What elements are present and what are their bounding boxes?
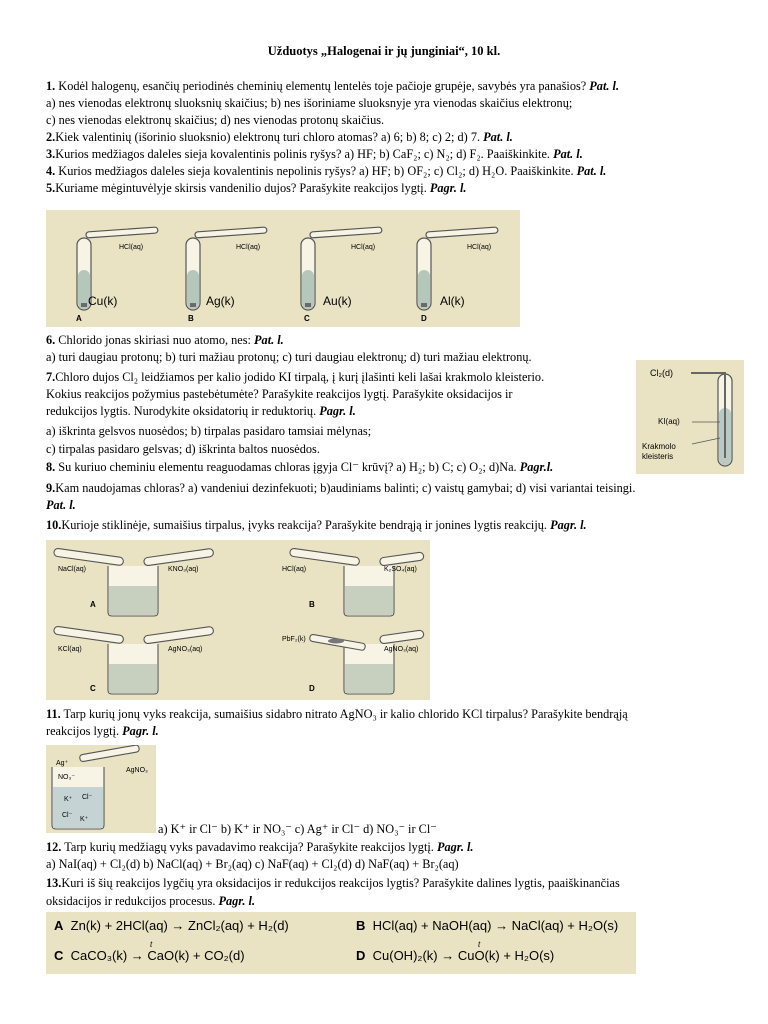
question-2: 2.Kiek valentinių (išorinio sluoksnio) elektronų turi chloro atomas? a) 6; b) 8; c) 2; d) 7. Pat. l. <box>46 130 513 144</box>
question-13-line-1: 13.Kuri iš šių reakcijos lygčių yra oksidacijos ir redukcijos reakcijos lygtis? Parašykite dalines lygtis, paaiškinančias <box>46 876 620 890</box>
question-1: 1. Kodėl halogenų, esančių periodinės cheminių elementų lentelės toje pačioje grupėje, savybės yra panašios? Pat. l. <box>46 79 620 93</box>
beaker-b-letter: B <box>309 600 315 609</box>
ion-no3: NO₃⁻ <box>58 774 76 781</box>
figure-ions-beaker <box>46 745 156 833</box>
beaker-a-right: KNO₃(aq) <box>168 566 199 573</box>
figure-chlorine-ki <box>636 360 744 474</box>
tube-letter-a: A <box>76 314 82 323</box>
equation-b: B HCl(aq) + NaOH(aq) → NaCl(aq) + H₂O(s) <box>356 918 619 933</box>
question-8: 8. Su kuriuo cheminiu elementu reaguodamas chloras įgyja Cl⁻ krūvį? a) H₂; b) C; c) O₂; d)Na. Pagr.l. <box>46 460 554 474</box>
hcl-label-b: HCl(aq) <box>236 244 261 251</box>
question-9-ref: Pat. l. <box>46 498 76 512</box>
agno3-label: AgNO₃ <box>126 767 148 774</box>
ion-cl-1: Cl⁻ <box>82 794 93 801</box>
tube-letter-d: D <box>421 314 427 323</box>
question-7-options-2: c) tirpalas pasidaro gelsvas; d) iškrinta baltos nuosėdos. <box>46 442 320 456</box>
ki-solution-label: KI(aq) <box>658 417 680 426</box>
equation-d: D Cu(OH)₂(k) → CuO(k) + H₂O(s) <box>356 948 555 963</box>
question-7-options-1: a) iškrinta gelsvos nuosėdos; b) tirpalas pasidaro tamsiai mėlynas; <box>46 424 372 438</box>
heat-mark-d: t <box>478 940 481 949</box>
hcl-label-a: HCl(aq) <box>119 244 144 251</box>
beaker-b-left: HCl(aq) <box>282 566 307 573</box>
metal-label-c: Au(k) <box>323 294 352 308</box>
beaker-c-right: AgNO₃(aq) <box>168 646 203 653</box>
metal-label-a: Cu(k) <box>88 294 118 308</box>
question-11-line-2: reakcijos lygtį. Pagr. l. <box>46 724 159 738</box>
question-3: 3.Kurios medžiagos daleles sieja kovalentinis polinis ryšys? a) HF; b) CaF₂; c) N₂; d) F₂. Paaiškinkite. Pat. l. <box>46 147 583 161</box>
cl2-gas-label: Cl₂(d) <box>650 368 673 378</box>
question-12: 12. Tarp kurių medžiagų vyks pavadavimo reakcija? Parašykite reakcijos lygtį. Pagr. l. <box>46 840 474 854</box>
ion-ag: Ag⁺ <box>56 760 69 767</box>
question-7-line-3: redukcijos lygtis. Nurodykite oksidatorių ir reduktorių. Pagr. l. <box>46 404 356 418</box>
figure-equations <box>46 912 636 974</box>
metal-label-d: Al(k) <box>440 294 465 308</box>
question-12-options: a) NaI(aq) + Cl₂(d) b) NaCl(aq) + Br₂(aq) c) NaF(aq) + Cl₂(d) d) NaF(aq) + Br₂(aq) <box>46 857 459 871</box>
equation-c: C CaCO₃(k) → CaO(k) + CO₂(d) <box>54 948 245 963</box>
ion-k-1: K⁺ <box>64 796 73 803</box>
tube-letter-b: B <box>188 314 194 323</box>
metal-label-b: Ag(k) <box>206 294 235 308</box>
beaker-d-left: PbF₂(k) <box>282 636 306 643</box>
figure-beakers <box>46 540 430 700</box>
question-4: 4. Kurios medžiagos daleles sieja kovalentinis nepolinis ryšys? a) HF; b) OF₂; c) Cl₂; d) H₂O. Paaiškinkite. Pat. l. <box>46 164 607 178</box>
starch-label-1: Krakmolo <box>642 442 676 451</box>
beaker-c-letter: C <box>90 684 96 693</box>
question-11-options: a) K⁺ ir Cl⁻ b) K⁺ ir NO₃⁻ c) Ag⁺ ir Cl⁻ d) NO₃⁻ ir Cl⁻ <box>158 822 437 836</box>
ion-cl-2: Cl⁻ <box>62 812 73 819</box>
page-title: Užduotys „Halogenai ir jų junginiai“, 10 kl. <box>267 44 501 58</box>
hcl-label-c: HCl(aq) <box>351 244 376 251</box>
question-7-line-1: 7.Chloro dujos Cl₂ leidžiamos per kalio jodido KI tirpalą, į kurį įlašinti keli lašai krakmolo kleisterio. <box>46 370 545 384</box>
question-10: 10.Kurioje stiklinėje, sumaišius tirpalus, įvyks reakcija? Parašykite bendrąją ir jonines lygtis reakcijų. Pagr. l. <box>46 518 587 532</box>
equation-a: A Zn(k) + 2HCl(aq) → ZnCl₂(aq) + H₂(d) <box>54 918 289 933</box>
question-1-options-2: c) nes vienodas elektronų skaičius; d) nes vienodas protonų skaičius. <box>46 113 385 127</box>
beaker-d-right: AgNO₃(aq) <box>384 646 419 653</box>
beaker-a-letter: A <box>90 600 96 609</box>
tube-letter-c: C <box>304 314 310 323</box>
question-6: 6. Chlorido jonas skiriasi nuo atomo, nes: Pat. l. <box>46 333 284 347</box>
question-6-options: a) turi daugiau protonų; b) turi mažiau protonų; c) turi daugiau elektronų; d) turi mažiau elektronų. <box>46 350 532 364</box>
heat-mark-c: t <box>150 940 153 949</box>
question-1-options-1: a) nes vienodas elektronų sluoksnių skaičius; b) nes išoriniame sluoksnyje yra vienodas skaičius elektronų; <box>46 96 573 110</box>
beaker-c-left: KCl(aq) <box>58 646 82 653</box>
question-9: 9.Kam naudojamas chloras? a) vandeniui dezinfekuoti; b)audiniams balinti; c) vaistų gamybai; d) visi variantai teisingi. <box>46 481 636 495</box>
question-5: 5.Kuriame mėgintuvėlyje skirsis vandenilio dujos? Parašykite reakcijos lygtį. Pagr. l. <box>46 181 467 195</box>
beaker-b-right: K₂SO₄(aq) <box>384 566 417 573</box>
question-7-line-2: Kokius reakcijos požymius pastebėtumėte? Parašykite reakcijos lygtį. Parašykite oksidacijos ir <box>46 387 513 401</box>
question-11-line-1: 11. Tarp kurių jonų vyks reakcija, sumaišius sidabro nitrato AgNO₃ ir kalio chlorido KCl tirpalus? Parašykite bendrąją <box>46 707 628 721</box>
question-13-line-2: oksidacijos ir redukcijos procesus. Pagr. l. <box>46 894 256 908</box>
starch-label-2: kleisteris <box>642 452 674 461</box>
beaker-a-left: NaCl(aq) <box>58 566 87 573</box>
ion-k-2: K⁺ <box>80 816 89 823</box>
beaker-d-letter: D <box>309 684 315 693</box>
figure-test-tubes <box>46 210 520 327</box>
hcl-label-d: HCl(aq) <box>467 244 492 251</box>
